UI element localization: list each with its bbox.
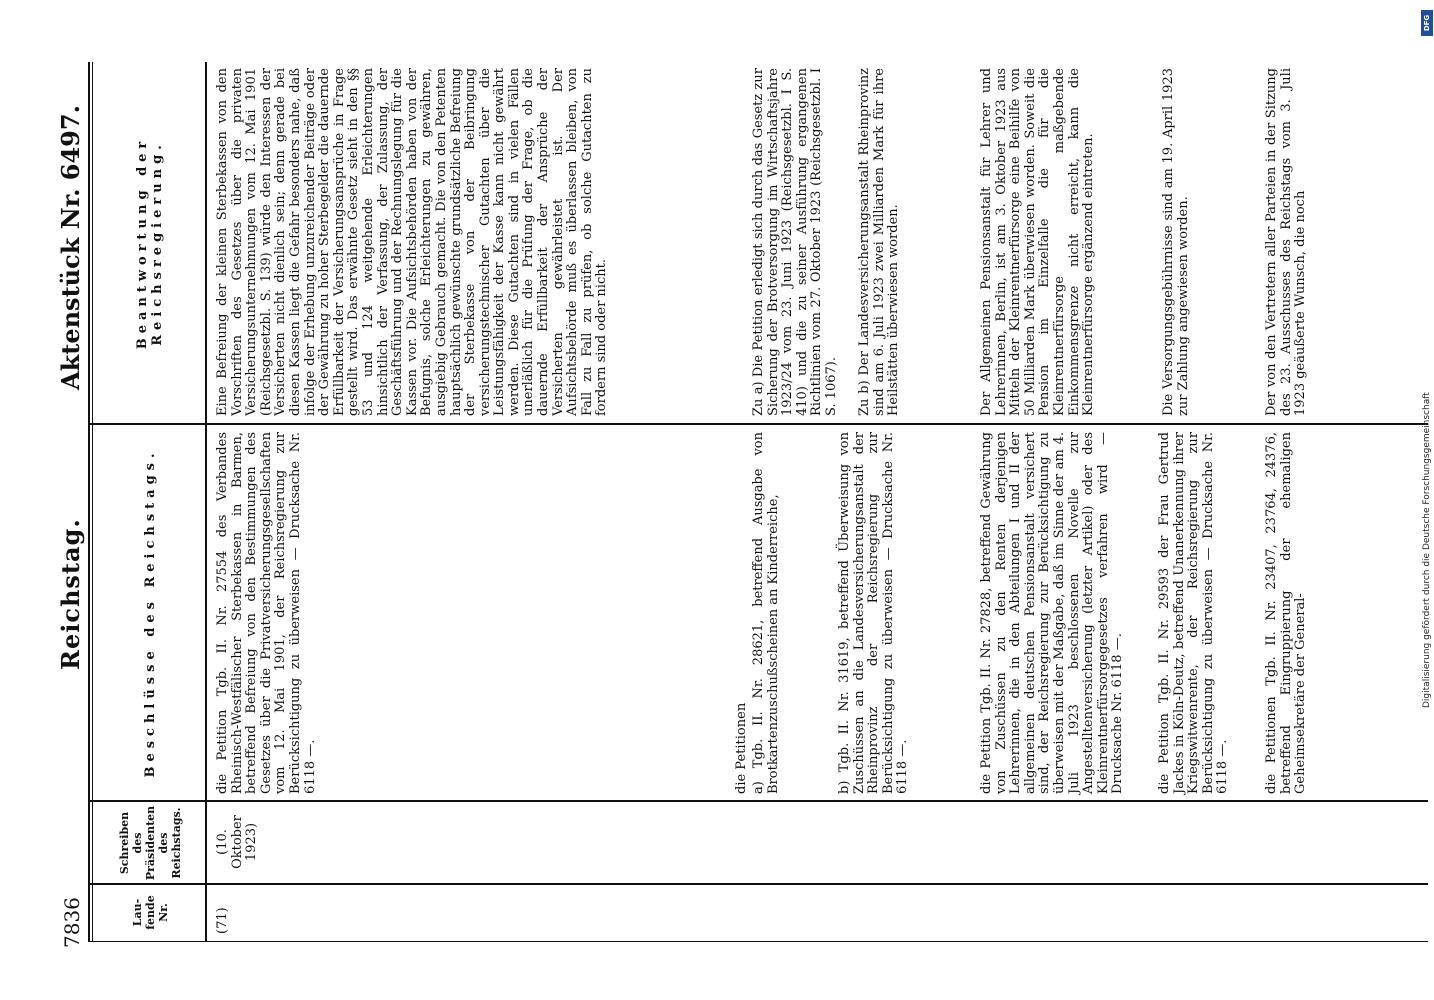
- digitization-watermark: [1422, 8, 1434, 998]
- beschluss-1: die Petition Tgb. II. Nr. 27554 des Verbandes Rheinisch-Westfälischer Sterbekassen in Barmen, betreffend Befreiung von den Bestimmungen des Gesetzes über die Privatversicherungsgesellschaften vom 12. Mai 1901, der Reichsregierung zur Berücksichtigung zu überweisen — Drucksache Nr. 6118 —.: [215, 432, 318, 794]
- beschluss-2b: b) Tgb. II. Nr. 31619, betreffend Überweisung von Zuschüssen an die Landesversicherungsanstalt der Rheinprovinz der Reichsregierung zur Berücksichtigung zu überweisen — Drucksache Nr. 6118 —.: [837, 432, 911, 794]
- dfg-logo-text: DFG: [1423, 14, 1431, 32]
- beschluss-3: die Petition Tgb. II. Nr. 27828, betreffend Gewährung von Zuschüssen zu den Renten derjenigen Lehrerinnen, die in den Abteilungen I und II der allgemeinen deutschen Pensionsanstalt versichert sind, der Reichsregierung zur Berücksichtigung zu überweisen mit der Maßgabe, daß im Sinne der am 4. Juli 1923 beschlossenen Novelle zur Angestelltenversicherung (letzter Artikel) oder des Kleinrentnerfürsorgegesetzes verfahren wird — Drucksache Nr. 6118 —.: [979, 432, 1126, 794]
- antwort-4: Die Versorgungsgebührnisse sind am 19. April 1923 zur Zahlung angewiesen worden.: [1161, 68, 1191, 416]
- column-rule-2: [88, 800, 1428, 802]
- page-number: 7836: [60, 897, 84, 948]
- table-top-rule: [88, 62, 90, 942]
- watermark-text: Digitalisierung gefördert durch die Deutsche Forschungsgemeinschaft: [1422, 392, 1432, 708]
- column-header-schreiben: Schreiben des Präsidenten des Reichstags.: [117, 805, 183, 881]
- column-rule-1: [88, 883, 1428, 885]
- beschluss-4: die Petition Tgb. II. Nr. 29593 der Frau Gertrud Jackes in Köln-Deutz, betreffend Unanerkennung ihrer Kriegswitwenrente, der Reichsregierung zur Berücksichtigung zu überweisen — Drucksache Nr. 6118 —.: [1157, 432, 1231, 794]
- column-rule-3: [88, 423, 1428, 425]
- page-title: Reichstag.: [56, 518, 85, 670]
- row-number: (71): [215, 907, 230, 934]
- antwort-1: Eine Befreiung der kleinen Sterbekassen von den Vorschriften des Gesetzes über die privaten Versicherungsunternehmungen vom 12. Mai 1901 (Reichsgesetzbl. S. 139) würde den Interessen der Versicherten nicht dienlich sein; denn gerade bei diesen Kassen liegt die Gefahr besonders nahe, daß infolge der Erhebung unzureichender Beiträge oder der Gewährung zu hoher Sterbegelder die dauernde Erfüllbarkeit der Versicherungsansprüche in Frage gestellt wird. Das erwähnte Gesetz sieht in den §§ 53 und 124 weitgehende Erleichterungen hinsichtlich der Verfassung, der Zulassung, der Geschäftsführung und der Rechnungslegung für die Kassen vor. Die Aufsichtsbehörden haben von der Befugnis, solche Erleichterungen zu gewähren, ausgiebig Gebrauch gemacht. Die von den Petenten hauptsächlich gewünschte grundsätzliche Befreiung der Sterbekasse von der Beibringung versicherungstechnischer Gutachten über die Leistungsfähigkeit der Kasse kann nicht gewährt werden. Diese Gutachten sind in vielen Fällen unerläßlich für die Prüfung der Frage, ob die dauernde Erfüllbarkeit der Ansprüche der Versicherten gewährleistet ist. Der Aufsichtsbehörde muß es überlassen bleiben, von Fall zu Fall zu prüfen, ob solche Gutachten zu fordern sind oder nicht.: [215, 68, 610, 416]
- antwort-2b: Zu b) Der Landesversicherungsanstalt Rheinprovinz sind am 6. Juli 1923 zwei Milliarden Mark für ihre Heilstätten überwiesen worden.: [857, 68, 902, 416]
- column-header-lfd: Lau-fende Nr.: [130, 895, 170, 930]
- column-header-beschluesse: Beschlüsse des Reichstags.: [142, 448, 158, 778]
- act-number: Aktenstück Nr. 6497.: [56, 105, 85, 390]
- row-date: (10. Oktober 1923): [215, 815, 260, 869]
- antwort-3: Der Allgemeinen Pensionsanstalt für Lehrer und Lehrerinnen, Berlin, ist am 3. Oktober 1923 aus Mitteln der Kleinrentnerfürsorge eine Beihilfe von 50 Milliarden Mark überwiesen worden. Soweit die Pension im Einzelfalle die für die Kleinrentnerfürsorge maßgebende Einkommensgrenze nicht erreicht, kann die Kleinrentnerfürsorge ergänzend eintreten.: [979, 68, 1097, 416]
- table-header-rule: [205, 62, 207, 942]
- petitionen-intro: die Petitionen: [734, 702, 749, 794]
- antwort-5: Der von den Vertretern aller Parteien in der Sitzung des 23. Ausschusses des Reichstags vom 3. Juli 1923 geäußerte Wunsch, die noch: [1264, 68, 1309, 416]
- antwort-2a: Zu a) Die Petition erledigt sich durch das Gesetz zur Sicherung der Brotversorgung im Wirtschaftsjahre 1923/24 vom 23. Juni 1923 (Reichsgesetzbl. I S. 410) und die zu seiner Ausführung ergangenen Richtlinien vom 27. Oktober 1923 (Reichsgesetzbl. I S. 1067).: [751, 68, 839, 416]
- beschluss-2a: a) Tgb. II. Nr. 28621, betreffend Ausgabe von Brotkartenzuschußscheinen an Kinderreiche,: [751, 432, 781, 794]
- table-top-rule-thin: [92, 62, 93, 942]
- table-left-rule: [88, 941, 1428, 942]
- column-header-beantwortung: Beantwortung der Reichsregierung.: [135, 136, 165, 350]
- beschluss-5: die Petitionen Tgb. II. Nr. 23407, 23764, 24376, betreffend Eingruppierung der ehemaligen Geheimsekretäre der General-: [1264, 432, 1309, 794]
